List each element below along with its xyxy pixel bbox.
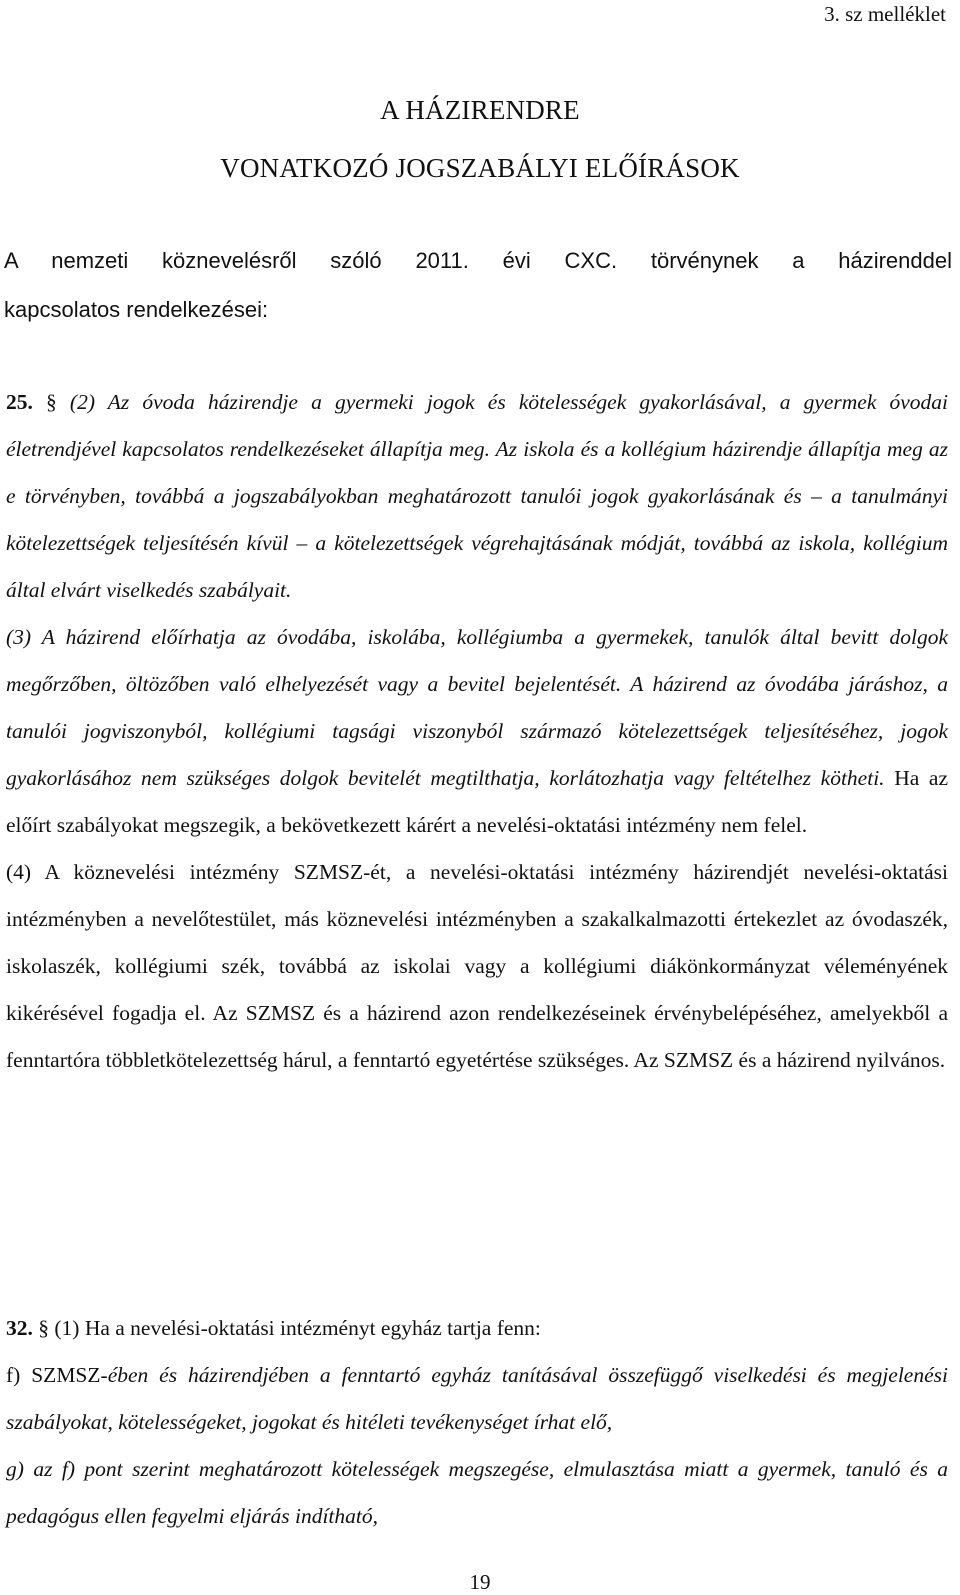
section-32-item-f-prefix: f) SZMSZ [6,1363,101,1387]
law-heading-line-2: kapcsolatos rendelkezései: [4,297,269,322]
section-25 [6,379,948,1084]
section-25-para-2-text: (2) Az óvoda házirendje a gyermeki jogok és kötelességek gyakorlásával, a gyermek óvodai életrendjével kapcsolatos rendelkezéseket állapítja meg. Az iskola és a kollégium házirendje állapítja meg az e törvényben, továbbá a jogszabályokban meghatározott tanulói jogok gyakorlásának és – a tanulmányi kötelezettségek teljesítésén kívül – a kötelezettségek végrehajtásának módját, továbbá az iskola, kollégium által elvárt viselkedés szabályait. [6,390,949,602]
section-32-item-g: g) az f) pont szerint meghatározott kötelességek megszegése, elmulasztása miatt a gyermek, tanuló és a pedagógus ellen fegyelmi eljárás indítható, [6,1457,948,1528]
section-symbol: § [38,1316,49,1340]
section-32-para-1-text: (1) Ha a nevelési-oktatási intézményt egyház tartja fenn: [54,1316,541,1340]
section-25-para-3-normal: Ha az előírt szabályokat megszegik, a bekövetkezett kárért a nevelési-oktatási intézmény nem felel. [6,766,949,837]
section-25-para-3-italic: (3) A házirend előírhatja az óvodába, iskolába, kollégiumba a gyermekek, tanulók által bevitt dolgok megőrzőben, öltözőben való elhelyezését vagy a bevitel bejelentését. A házirend az óvodába járáshoz, a tanulói jogviszonyból, kollégiumi tagsági viszonyból származó kötelezettségek teljesítéséhez, jogok gyakorlásához nem szükséges dolgok bevitelét megtilthatja, korlátozhatja vagy feltételhez kötheti. [6,625,948,790]
annex-label: 3. sz melléklet [824,2,946,26]
law-heading-line-1: A nemzeti köznevelésről szóló 2011. évi CXC. törvénynek a házirenddel [4,248,952,273]
section-25-para-2 [6,379,948,614]
section-25-para-3 [6,614,948,849]
page-number: 19 [469,1570,491,1594]
section-25-para-4: (4) A köznevelési intézmény SZMSZ-ét, a nevelési-oktatási intézmény házirendjét nevelési-oktatási intézményben a nevelőtestület, más köznevelési intézményben a szakalkalmazotti értekezlet az óvodaszék, iskolaszék, kollégiumi szék, továbbá az iskolai vagy a kollégiumi diákönkormányzat véleményének kikérésével fogadja el. Az SZMSZ és a házirend azon rendelkezéseinek érvénybelépéséhez, amelyekből a fenntartóra többletkötelezettség hárul, a fenntartó egyetértése szükséges. Az SZMSZ és a házirend nyilvános. [6,860,948,1072]
title-line-2: VONATKOZÓ JOGSZABÁLYI ELŐÍRÁSOK [220,153,740,183]
section-32-number: 32. [6,1316,33,1340]
section-25-number: 25. [6,390,33,414]
section-symbol: § [46,390,57,414]
title-line-1: A HÁZIRENDRE [380,95,580,125]
section-32-item-f-text: -ében és házirendjében a fenntartó egyház tanításával összefüggő viselkedési és megjelenési szabályokat, kötelességeket, jogokat és hitéleti tevékenységet írhat elő, [6,1363,948,1434]
section-32-item-f [6,1352,948,1446]
section-32-para-1 [6,1305,948,1352]
section-32 [6,1305,948,1540]
